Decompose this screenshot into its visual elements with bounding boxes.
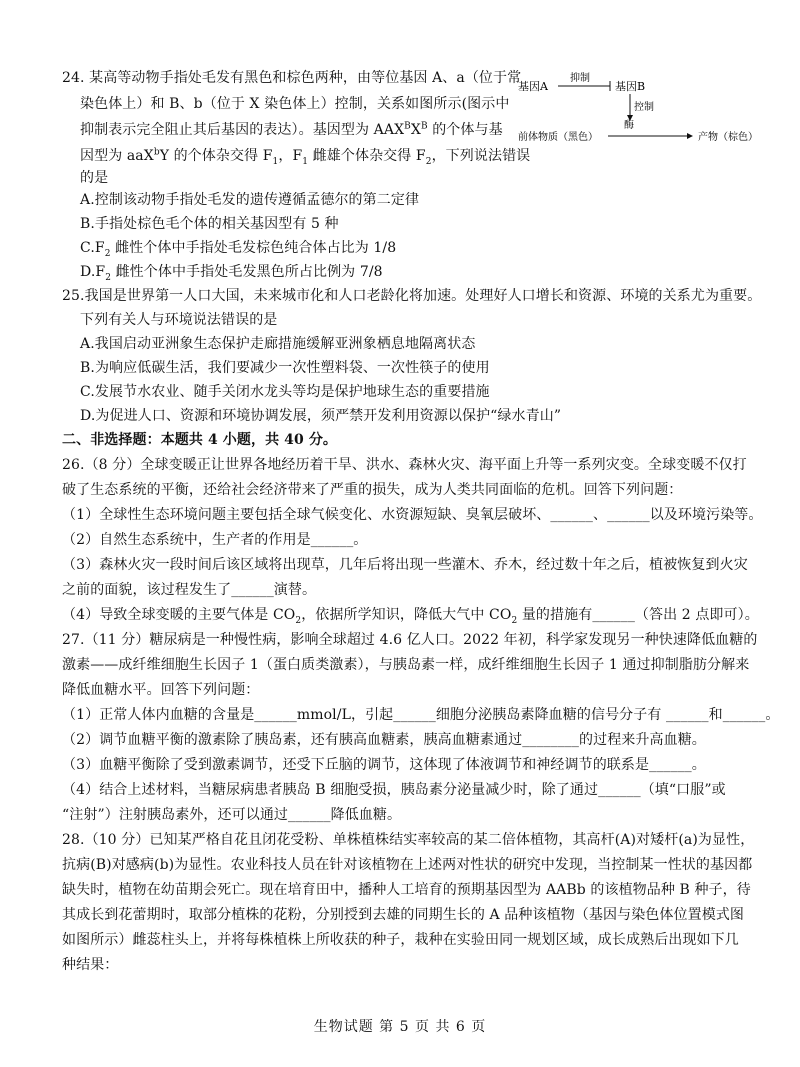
q24-option-b: B.手指处棕色毛个体的相关基因型有 5 种 (80, 216, 339, 232)
q24-line-4 (80, 146, 530, 166)
q26-sub-4 (62, 605, 759, 625)
q25-option-b: B.为响应低碳生活，我们要减少一次性塑料袋、一次性筷子的使用 (80, 360, 490, 376)
q26-sub-1: （1）全球性生态环境问题主要包括全球气候变化、水资源短缺、臭氧层破坏、______、______以及环境污染等。 (62, 507, 763, 523)
q24-optc-sub: 2 (104, 248, 111, 259)
q26-line-2: 破了生态系统的平衡，还给社会经济带来了严重的损失，成为人类共同面临的危机。回答下列问题： (62, 482, 683, 498)
q25-line-2: 下列有关人与环境说法错误的是 (80, 312, 278, 328)
q28-line-5: 如图所示）雌蕊柱头上，并将每株植株上所收获的种子，栽种在实验田同一规划区域，成长成熟后出现如下几 (62, 932, 739, 948)
q24-optd-b: 雌性个体中手指处毛发黑色所占比例为 7/8 (111, 264, 383, 280)
q28-line-4: 其成长到花蕾期时，取部分植株的花粉，分别授到去雄的同期生长的 A 品种该植物（基因与染色体位置模式图 (62, 907, 745, 923)
q26-s4-a: （4）导致全球变暖的主要气体是 CO (62, 607, 296, 623)
q24-optc-a: C.F (80, 240, 105, 256)
gene-b-label: 基因B (615, 80, 646, 93)
q24-line-3-end: 的个体与基 (427, 122, 503, 138)
q24-optd-sub: 2 (105, 272, 112, 283)
q24-line-3 (80, 120, 503, 140)
q26-sub-3b: 之前的面貌，该过程发生了______演替。 (62, 582, 317, 598)
precursor-label: 前体物质（黑色） (518, 132, 598, 143)
page-footer: 生物试题 第 5 页 共 6 页 (313, 1019, 487, 1035)
q27-line-1: 27.（11 分）糖尿病是一种慢性病，影响全球超过 4.6 亿人口。2022 年初，科学家发现另一种快速降低血糖的 (62, 632, 758, 648)
section-2-heading: 二、非选择题：本题共 4 小题，共 40 分。 (62, 432, 338, 448)
q27-sub-3: （3）血糖平衡除了受到激素调节，还受下丘脑的调节，这体现了体液调节和神经调节的联系是______。 (62, 757, 706, 773)
q24-l4-a: 因型为 aaX (80, 148, 154, 164)
q25-option-c: C.发展节水农业、随手关闭水龙头等均是保护地球生态的重要措施 (80, 384, 490, 400)
q24-option-d (80, 262, 383, 282)
q24-l4-sub3: 2 (425, 156, 432, 167)
q24-l4-sub2: 1 (302, 156, 309, 167)
q24-line-5: 的是 (80, 170, 109, 186)
q24-option-a: A.控制该动物手指处毛发的遗传遵循孟德尔的第二定律 (80, 192, 420, 208)
q24-line-2: 染色体上）和 B、b（位于 X 染色体上）控制，关系如图所示(图示中 (80, 96, 510, 112)
q26-sub-2: （2）自然生态系统中，生产者的作用是______。 (62, 532, 368, 548)
q26-s4-sub1: 2 (295, 615, 302, 626)
q24-x: X (410, 122, 421, 138)
q24-optc-b: 雌性个体中手指处毛发棕色纯合体占比为 1/8 (110, 240, 397, 256)
q27-sub-2: （2）调节血糖平衡的激素除了胰岛素，还有胰高血糖素，胰高血糖素通过________的过程来升高血糖。 (62, 732, 706, 748)
gene-pathway-diagram (512, 70, 782, 150)
q24-l4-d: 雌雄个体杂交得 F (308, 148, 426, 164)
q24-l4-sup: b (153, 147, 160, 158)
q28-line-3: 缺失时，植物在幼苗期会死亡。现在培育田中，播种人工培育的预期基因型为 AABb 的该植物品种 B 种子，待 (62, 882, 751, 898)
q24-l4-e: ，下列说法错误 (431, 148, 531, 164)
control-label: 控制 (634, 102, 654, 113)
q24-l4-c: ，F (278, 148, 303, 164)
q27-sub-4a: （4）结合上述材料，当糖尿病患者胰岛 B 细胞受损，胰岛素分泌量减少时，除了通过______（填“口服”或 (62, 782, 726, 798)
q24-l4-sub1: 1 (272, 156, 279, 167)
q25-option-a: A.我国启动亚洲象生态保护走廊措施缓解亚洲象栖息地隔离状态 (80, 336, 476, 352)
q25-option-d: D.为促进人口、资源和环境协调发展，须严禁开发利用资源以保护“绿水青山” (80, 408, 562, 424)
q24-optd-a: D.F (80, 264, 106, 280)
enzyme-label: 酶 (624, 120, 634, 131)
q28-line-2: 抗病(B)对感病(b)为显性。农业科技人员在针对该植物在上述两对性状的研究中发现，当控制某一性状的基因都 (62, 857, 753, 873)
q27-line-3: 降低血糖水平。回答下列问题： (62, 682, 260, 698)
product-label: 产物（棕色） (698, 132, 758, 143)
q26-s4-sub2: 2 (511, 615, 518, 626)
q26-line-1: 26.（8 分）全球变暖正让世界各地经历着干旱、洪水、森林火灾、海平面上升等一系列灾变。全球变暖不仅打 (62, 457, 747, 473)
q26-sub-3a: （3）森林火灾一段时间后该区域将出现草，几年后将出现一些灌木、乔木，经过数十年之后，植被恢复到火灾 (62, 557, 748, 573)
q24-l4-b: Y 的个体杂交得 F (159, 148, 273, 164)
q27-line-2: 激素——成纤维细胞生长因子 1（蛋白质类激素），与胰岛素一样，成纤维细胞生长因子 1 通过抑制脂肪分解来 (62, 657, 750, 673)
q26-s4-b: ，依据所学知识，降低大气中 CO (301, 607, 512, 623)
q28-line-1: 28.（10 分）已知某严格自花且闭花受粉、单株植株结实率较高的某二倍体植物，其高杆(A)对矮杆(a)为显性， (62, 832, 755, 848)
inhibit-label: 抑制 (570, 73, 590, 84)
gene-a-label: 基因A (518, 80, 548, 93)
q24-option-c (80, 238, 396, 258)
q24-line-1: 24. 某高等动物手指处毛发有黑色和棕色两种，由等位基因 A、a（位于常 (62, 70, 522, 86)
q28-line-6: 种结果： (62, 957, 119, 973)
q24-sup-b2: B (420, 121, 428, 132)
q27-sub-4b: “注射”）注射胰岛素外，还可以通过______降低血糖。 (62, 807, 402, 823)
q24-line-3-text: 抑制表示完全阻止其后基因的表达）。基因型为 AAX (80, 122, 405, 138)
q24-sup-b1: B (404, 121, 411, 132)
q25-line-1: 25.我国是世界第一人口大国，未来城市化和人口老龄化将加速。处理好人口增长和资源、环境的关系尤为重要。 (62, 288, 762, 304)
q26-s4-c: 量的措施有______（答出 2 点即可）。 (517, 607, 759, 623)
q27-sub-1: （1）正常人体内血糖的含量是______mmol/L，引起______细胞分泌胰岛素降血糖的信号分子有 ______和______。 (62, 707, 780, 723)
